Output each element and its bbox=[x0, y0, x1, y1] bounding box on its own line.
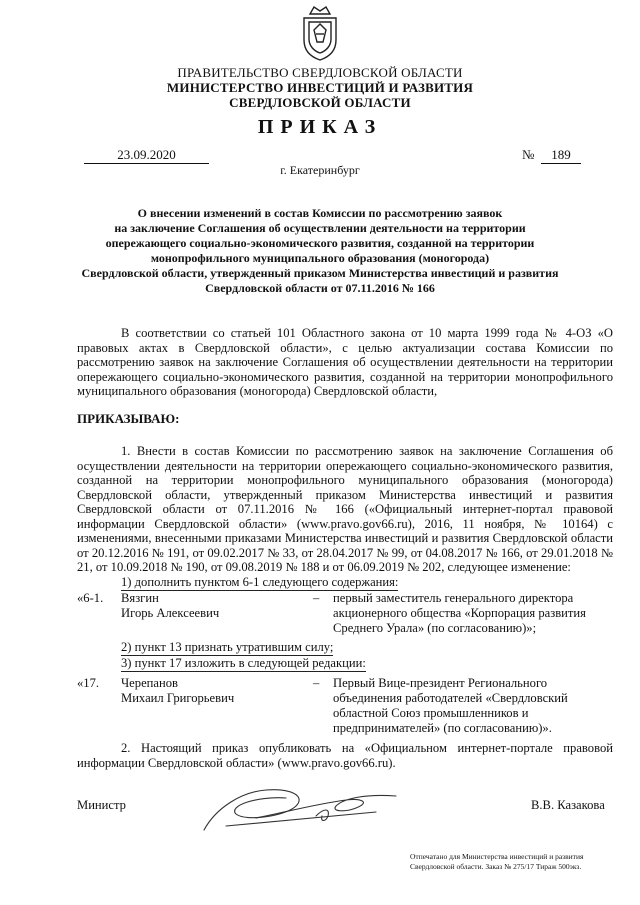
member-number: «17. bbox=[77, 676, 100, 690]
subitem-1: 1) дополнить пунктом 6-1 следующего содержания: bbox=[121, 575, 399, 589]
member-position-line: предпринимателей» (по согласованию)». bbox=[333, 721, 552, 735]
order-date: 23.09.2020 bbox=[84, 147, 209, 164]
member-number: «6-1. bbox=[77, 591, 104, 605]
government-name: ПРАВИТЕЛЬСТВО СВЕРДЛОВСКОЙ ОБЛАСТИ bbox=[177, 65, 463, 80]
signatory-name: В.В. Казакова bbox=[531, 798, 605, 812]
member-position-line: Среднего Урала» (по согласованию)»; bbox=[333, 621, 537, 635]
order-word: ПРИКАЗЫВАЮ: bbox=[77, 411, 180, 426]
member-position-line: объединения работодателей «Свердловский bbox=[333, 691, 568, 705]
item-1: 1. Внести в состав Комиссии по рассмотрению заявок на заключение Соглашения об осуществлении деятельности на территории опережающего социально-экономического развития, созданной на территории монопрофильного муниципального образования (моногорода) Свердловской области, утвержденный приказом Министерства инвестиций и развития Свердловской области от 07.11.2016 № 166 («Официальный интернет-портал правовой информации Свердловской области» (www.pravo.gov66.ru), 2016, 11 ноября, № 10164) с изменениями, внесенными приказами Министерства инвестиций и развития Свердловской области от 20.12.2016 № 191, от 09.02.2017 № 33, от 28.04.2017 № 99, от 04.08.2017 № 166, от 29.01.2018 № 21, от 10.09.2018 № 190, от 09.08.2019 № 188 и от 06.09.2019 № 202, следующее изменение: bbox=[77, 444, 613, 574]
handwritten-signature bbox=[196, 778, 406, 848]
subject-line: на заключение Соглашения об осуществлении деятельности на территории bbox=[114, 221, 526, 235]
member-position-line: акционерного общества «Корпорация развития bbox=[333, 606, 586, 620]
member-dash: – bbox=[313, 591, 320, 605]
subject-line: опережающего социально-экономического развития, созданной на территории bbox=[105, 236, 535, 250]
member-name: Михаил Григорьевич bbox=[121, 691, 235, 705]
imprint-line: Отпечатано для Министерства инвестиций и развития bbox=[410, 852, 584, 861]
subject-line: О внесении изменений в состав Комиссии по рассмотрению заявок bbox=[137, 206, 503, 220]
item-2: 2. Настоящий приказ опубликовать на «Официальном интернет-портале правовой информации Свердловской области» (www.pravo.gov66.ru). bbox=[77, 741, 613, 770]
ministry-name-line1: МИНИСТЕРСТВО ИНВЕСТИЦИЙ И РАЗВИТИЯ bbox=[166, 80, 474, 95]
subject-line: монопрофильного муниципального образования (моногорода) bbox=[150, 251, 490, 265]
member-position-line: Первый Вице-президент Регионального bbox=[333, 676, 548, 690]
order-number-label: № bbox=[522, 147, 535, 162]
subitem-3: 3) пункт 17 изложить в следующей редакции: bbox=[121, 656, 366, 670]
coat-of-arms-icon bbox=[296, 4, 344, 62]
order-city: г. Екатеринбург bbox=[280, 163, 360, 177]
preamble: В соответствии со статьей 101 Областного закона от 10 марта 1999 года № 4-ОЗ «О правовых актах в Свердловской области», с целью актуализации состава Комиссии по рассмотрению заявок на заключение Соглашения об осуществлении деятельности на территории опережающего социально-экономического развития, созданной на территории монопрофильного муниципального образования (моногорода) Свердловской области, bbox=[77, 326, 613, 398]
member-surname: Вязгин bbox=[121, 591, 159, 605]
member-dash: – bbox=[313, 676, 320, 690]
member-surname: Черепанов bbox=[121, 676, 178, 690]
subitem-2: 2) пункт 13 признать утратившим силу; bbox=[121, 640, 334, 654]
order-number: 189 bbox=[541, 147, 581, 164]
ministry-name-line2: СВЕРДЛОВСКОЙ ОБЛАСТИ bbox=[229, 95, 411, 110]
member-position-line: областной Союз промышленников и bbox=[333, 706, 529, 720]
imprint-line: Свердловской области. Заказ № 275/17 Тираж 500экз. bbox=[410, 862, 582, 871]
member-position-line: первый заместитель генерального директора bbox=[333, 591, 574, 605]
member-name: Игорь Алексеевич bbox=[121, 606, 220, 620]
signatory-title: Министр bbox=[77, 798, 126, 812]
document-type: ПРИКАЗ bbox=[257, 116, 383, 138]
subject-line: Свердловской области, утвержденный приказом Министерства инвестиций и развития bbox=[81, 266, 559, 280]
subject-line: Свердловской области от 07.11.2016 № 166 bbox=[205, 281, 435, 295]
